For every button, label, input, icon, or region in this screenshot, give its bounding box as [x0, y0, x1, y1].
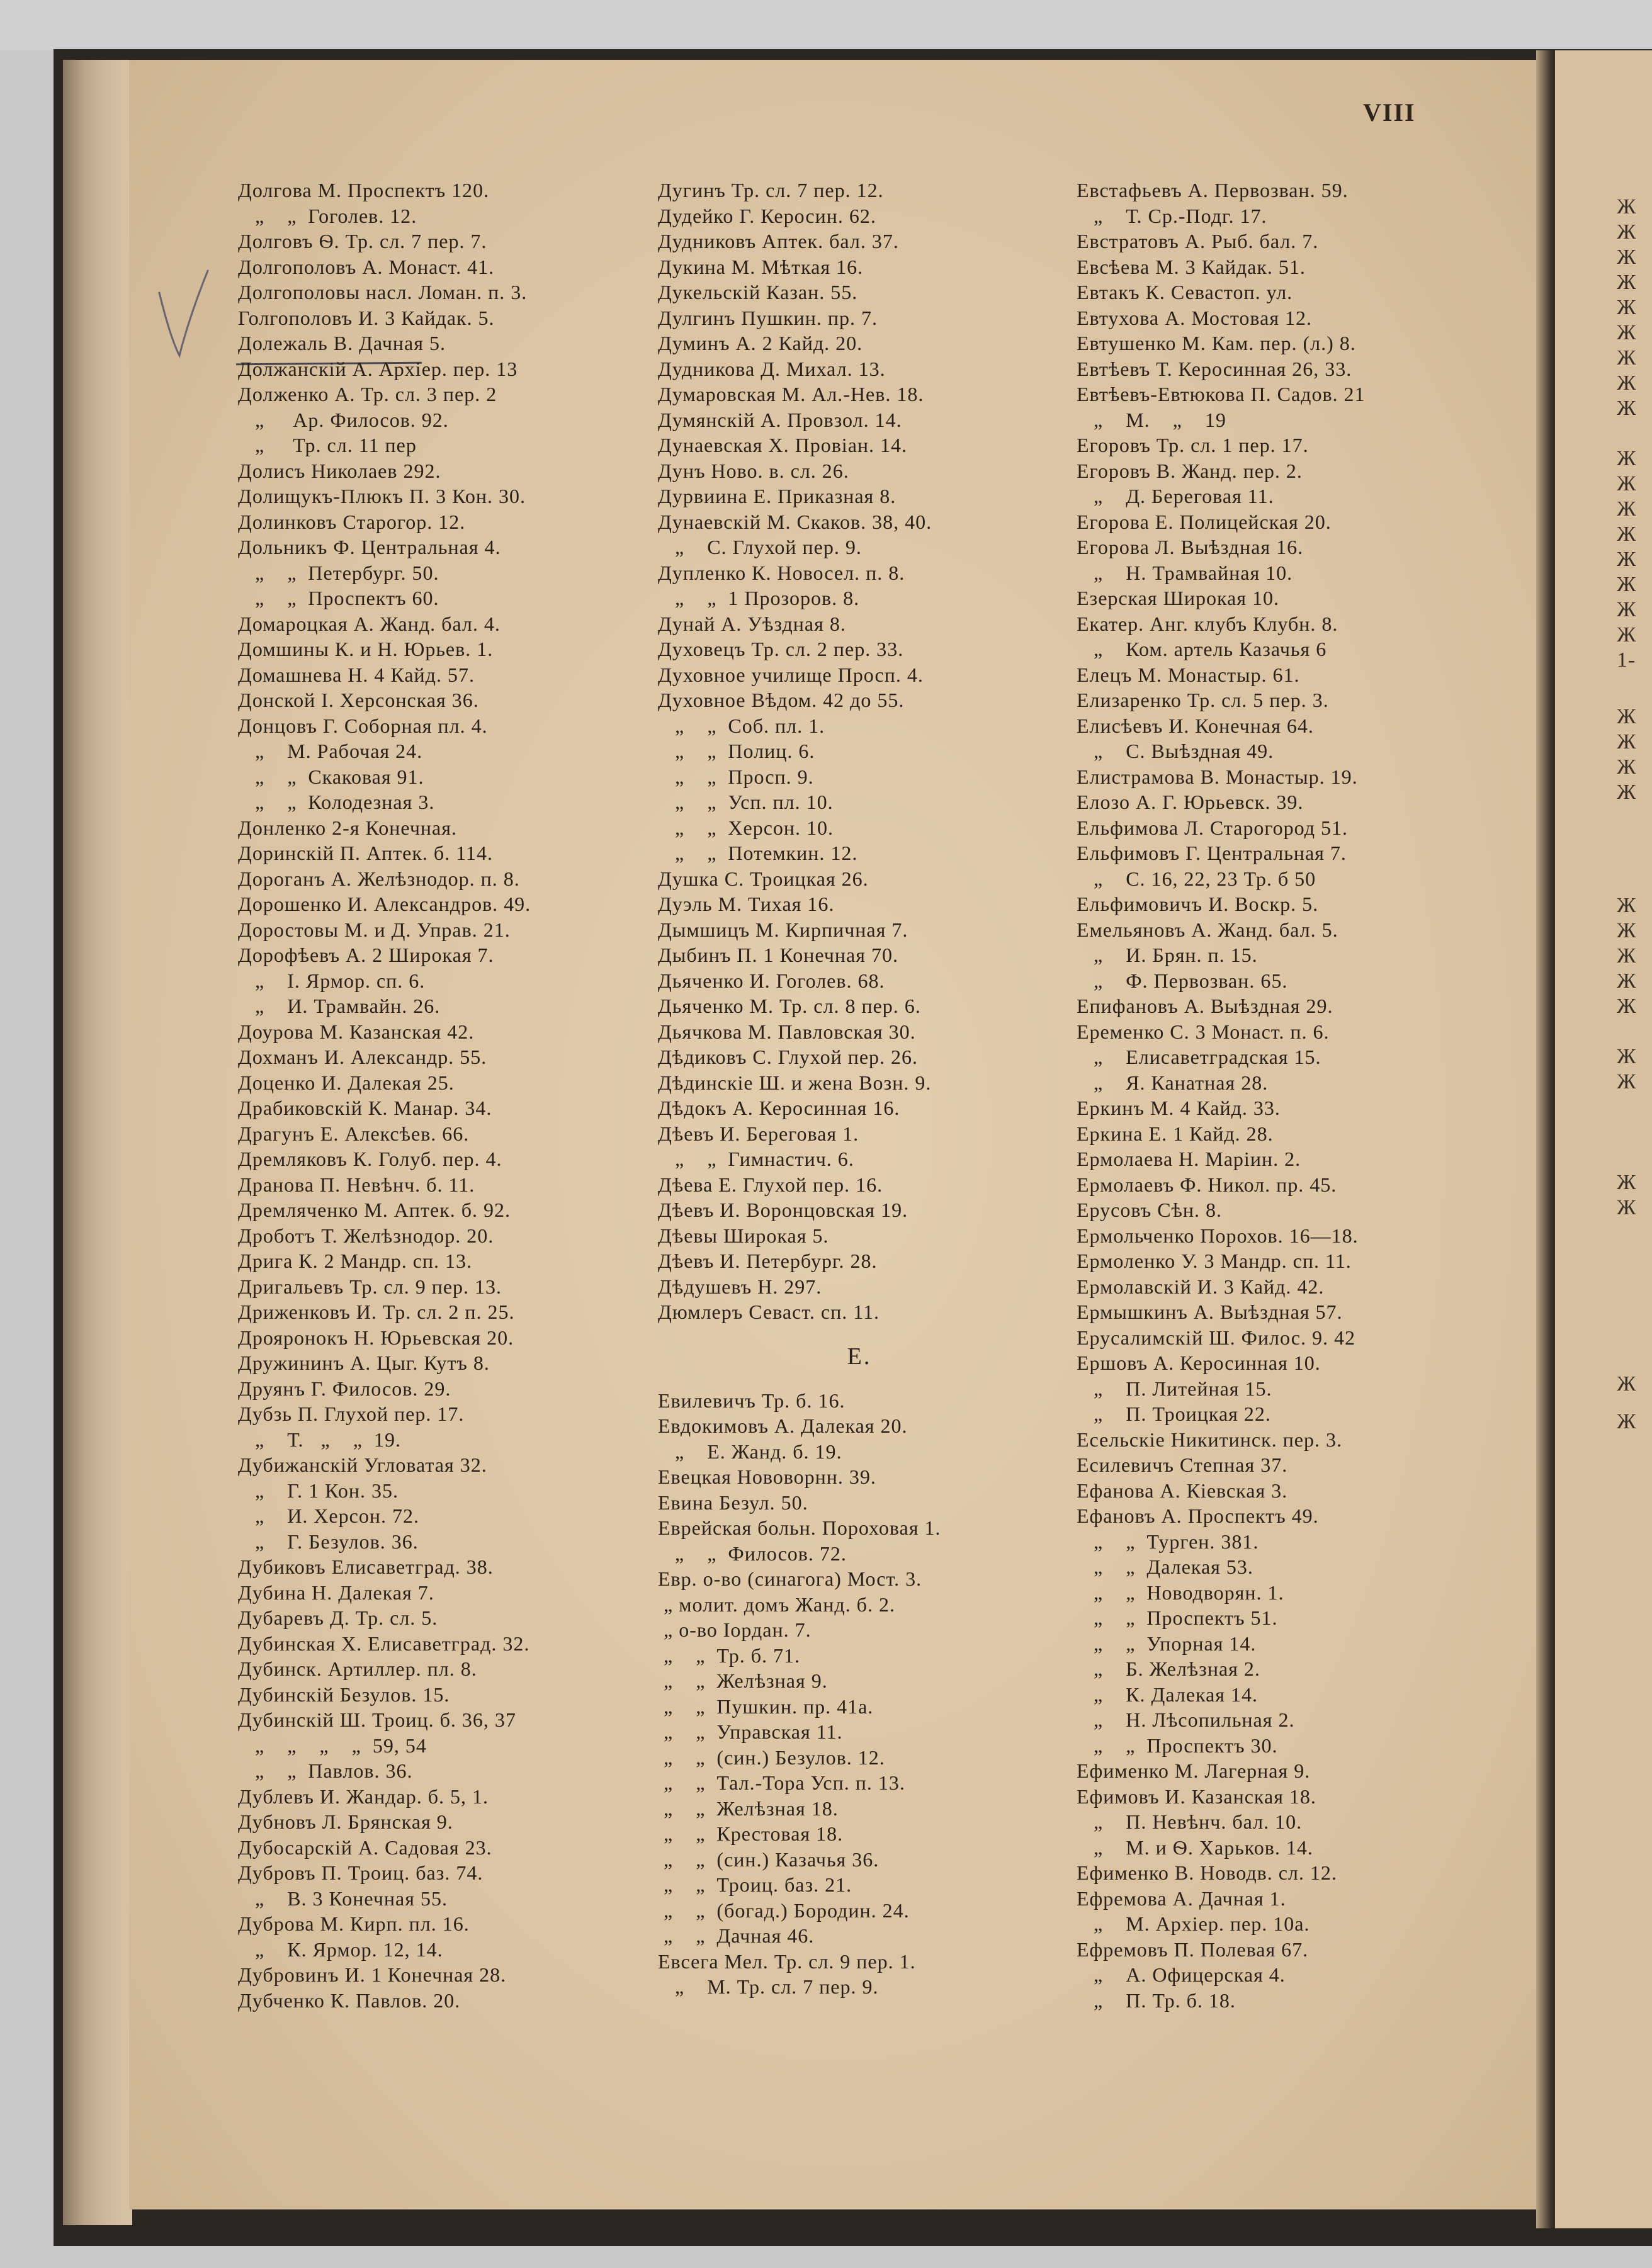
directory-entry: „ „ „ „ 59, 54 [238, 1734, 427, 1757]
directory-entry: „ И. Трамвайн. 26. [238, 995, 441, 1017]
directory-entry: Долгова М. Проспектъ 120. [238, 179, 490, 201]
directory-entry: „ о-во Іордан. 7. [658, 1618, 812, 1641]
page-number: VIII [1363, 98, 1416, 127]
directory-entry: Ефанова А. Кіевская 3. [1077, 1479, 1288, 1502]
directory-entry: Дымшицъ М. Кирпичная 7. [658, 918, 908, 941]
directory-entry: Елозо А. Г. Юрьевск. 39. [1077, 791, 1304, 813]
directory-entry: „ „ Петербург. 50. [238, 561, 439, 584]
directory-entry: Духовное Вѣдом. 42 до 55. [658, 689, 905, 711]
adjacent-page-fragment: Ж [1617, 1410, 1637, 1433]
directory-entry: „ Б. Желѣзная 2. [1077, 1657, 1260, 1680]
directory-entry: Ельфимовичъ И. Воскр. 5. [1077, 893, 1319, 915]
adjacent-page-fragment: Ж [1617, 755, 1637, 779]
directory-entry: Дублевъ И. Жандар. б. 5, 1. [238, 1785, 489, 1808]
directory-entry: Дохманъ И. Александр. 55. [238, 1046, 487, 1068]
directory-entry: Дьяченко М. Тр. сл. 8 пер. 6. [658, 995, 921, 1017]
directory-entry: Дѣевъ И. Воронцовская 19. [658, 1199, 908, 1221]
directory-entry: Дѣевы Широкая 5. [658, 1224, 829, 1247]
directory-entry: „ К. Ярмор. 12, 14. [238, 1938, 443, 1961]
directory-entry: Долисъ Николаев 292. [238, 459, 441, 482]
directory-entry: Долговъ Ѳ. Тр. сл. 7 пер. 7. [238, 230, 487, 252]
directory-entry: Долженко А. Тр. сл. 3 пер. 2 [238, 383, 497, 405]
directory-entry: „ „ Желѣзная 9. [658, 1669, 828, 1692]
directory-entry: Доурова М. Казанская 42. [238, 1020, 475, 1043]
directory-entry: „ „ Троиц. баз. 21. [658, 1873, 852, 1896]
adjacent-page-fragment: Ж [1617, 1196, 1637, 1219]
directory-entry: Дубинск. Артиллер. пл. 8. [238, 1657, 477, 1680]
directory-entry: Долищукъ-Плюкъ П. 3 Кон. 30. [238, 485, 526, 507]
directory-entry: Дудейко Г. Керосин. 62. [658, 204, 876, 227]
directory-entry: „ І. Ярмор. сп. 6. [238, 969, 426, 992]
directory-entry: Дуэль М. Тихая 16. [658, 893, 835, 915]
directory-entry: Должанскій А. Архіер. пер. 13 [238, 357, 518, 380]
directory-entry: „ П. Тр. б. 18. [1077, 1989, 1236, 2012]
directory-entry: Ерусовъ Сѣн. 8. [1077, 1199, 1223, 1221]
directory-entry: Дроботъ Т. Желѣзнодор. 20. [238, 1224, 494, 1247]
directory-entry: Еврейская больн. Пороховая 1. [658, 1516, 941, 1539]
directory-entry: Дѣдушевъ Н. 297. [658, 1275, 822, 1298]
directory-entry: Евсѣева М. 3 Кайдак. 51. [1077, 255, 1306, 278]
directory-entry: Ермольченко Порохов. 16—18. [1077, 1224, 1359, 1247]
directory-entry: „ „ (син.) Казачья 36. [658, 1848, 880, 1871]
adjacent-page-fragment: Ж [1617, 995, 1637, 1018]
directory-entry: Дремляковъ К. Голуб. пер. 4. [238, 1148, 502, 1170]
directory-entry: Дунаевская Х. Провіан. 14. [658, 434, 908, 456]
scan-background [0, 0, 1652, 50]
adjacent-page-fragment: Ж [1617, 705, 1637, 728]
directory-entry: Дригальевъ Тр. сл. 9 пер. 13. [238, 1275, 502, 1298]
directory-entry: Дукельскій Казан. 55. [658, 281, 858, 303]
directory-entry: „ Н. Лѣсопильная 2. [1077, 1708, 1295, 1731]
adjacent-page-fragment: Ж [1617, 522, 1637, 546]
directory-entry: Екатер. Анг. клубъ Клубн. 8. [1077, 612, 1338, 635]
directory-entry: Ермолавскій И. 3 Кайд. 42. [1077, 1275, 1325, 1298]
directory-entry: „ „ Проспектъ 30. [1077, 1734, 1278, 1757]
directory-entry: Ершовъ А. Керосинная 10. [1077, 1351, 1321, 1374]
directory-entry: Дунай А. Уѣздная 8. [658, 612, 846, 635]
directory-entry: Донленко 2-я Конечная. [238, 816, 457, 839]
directory-entry: Евтѣевъ-Евтюкова П. Садов. 21 [1077, 383, 1366, 405]
directory-entry: „ „ Тал.-Тора Усп. п. 13. [658, 1771, 905, 1794]
directory-entry: Душка С. Троицкая 26. [658, 867, 869, 890]
directory-entry: „ Ф. Первозван. 65. [1077, 969, 1288, 992]
directory-entry: Дубинская Х. Елисаветград. 32. [238, 1632, 530, 1655]
adjacent-page-fragment: Ж [1617, 1045, 1637, 1068]
adjacent-page-fragment: Ж [1617, 346, 1637, 370]
directory-entry: „ „ Соб. пл. 1. [658, 714, 825, 737]
directory-entry: Евецкая Нововорнн. 39. [658, 1465, 876, 1488]
directory-entry: Ельфимовъ Г. Центральная 7. [1077, 842, 1347, 864]
directory-entry: Епифановъ А. Выѣздная 29. [1077, 995, 1333, 1017]
directory-entry: Дубосарскій А. Садовая 23. [238, 1836, 492, 1859]
adjacent-page-fragment: Ж [1617, 1372, 1637, 1396]
section-letter: Е. [847, 1343, 872, 1370]
directory-entry: Евина Безул. 50. [658, 1491, 808, 1514]
directory-entry: Доценко И. Далекая 25. [238, 1071, 455, 1094]
directory-entry: Ельфимова Л. Старогород 51. [1077, 816, 1348, 839]
directory-entry: Донской І. Херсонская 36. [238, 689, 479, 711]
directory-entry: Дьяченко И. Гоголев. 68. [658, 969, 885, 992]
directory-entry: Евдокимовъ А. Далекая 20. [658, 1414, 908, 1437]
column-1 [238, 178, 641, 2013]
directory-entry: „ „ Потемкин. 12. [658, 842, 858, 864]
directory-entry: Ерусалимскій Ш. Филос. 9. 42 [1077, 1326, 1355, 1349]
directory-entry: Голгополовъ И. 3 Кайдак. 5. [238, 306, 495, 329]
adjacent-page-fragment: Ж [1617, 573, 1637, 596]
column-2 [658, 178, 1061, 2000]
directory-entry: Дурвиина Е. Приказная 8. [658, 485, 897, 507]
directory-entry: „ Ар. Филосов. 92. [238, 408, 449, 431]
directory-entry: „ „ Турген. 381. [1077, 1530, 1259, 1553]
adjacent-page-fragment: Ж [1617, 969, 1637, 993]
adjacent-page-fragment: 1- [1617, 648, 1636, 672]
directory-entry: Евр. о-во (синагога) Мост. 3. [658, 1567, 922, 1590]
directory-entry: „ „ 1 Прозоров. 8. [658, 587, 860, 609]
directory-entry: Доринскій П. Аптек. б. 114. [238, 842, 494, 864]
directory-entry: Дудниковъ Аптек. бал. 37. [658, 230, 899, 252]
directory-entry: Дѣевъ И. Петербург. 28. [658, 1250, 878, 1272]
adjacent-page-fragment: Ж [1617, 944, 1637, 968]
directory-entry: Дриженковъ И. Тр. сл. 2 п. 25. [238, 1300, 515, 1323]
directory-entry: „ М. и Ѳ. Харьков. 14. [1077, 1836, 1313, 1859]
directory-entry: Друянъ Г. Филосов. 29. [238, 1377, 451, 1400]
directory-entry: „ Тр. сл. 11 пер [238, 434, 417, 456]
directory-entry: Дубина Н. Далекая 7. [238, 1581, 434, 1604]
directory-entry: „ П. Троицкая 22. [1077, 1402, 1271, 1425]
directory-entry: „ Елисаветградская 15. [1077, 1046, 1321, 1068]
directory-entry: Егоровъ В. Жанд. пер. 2. [1077, 459, 1303, 482]
adjacent-page-fragment: Ж [1617, 623, 1637, 646]
adjacent-page-fragment: Ж [1617, 894, 1637, 917]
adjacent-page-fragment: Ж [1617, 321, 1637, 344]
directory-entry: Долгополовы насл. Ломан. п. 3. [238, 281, 528, 303]
directory-entry: Есилевичъ Степная 37. [1077, 1453, 1288, 1476]
directory-entry: Дьячкова М. Павловская 30. [658, 1020, 916, 1043]
directory-entry: „ „ Проспектъ 51. [1077, 1606, 1278, 1629]
directory-entry: Домашнева Н. 4 Кайд. 57. [238, 663, 475, 686]
directory-entry: „ „ Дачная 46. [658, 1924, 815, 1947]
directory-entry: Дукина М. Мѣткая 16. [658, 255, 864, 278]
directory-entry: Есельскіе Никитинск. пер. 3. [1077, 1428, 1342, 1451]
directory-entry: „ „ Управская 11. [658, 1720, 843, 1743]
directory-entry: Емельяновъ А. Жанд. бал. 5. [1077, 918, 1338, 941]
directory-entry: „ С. Глухой пер. 9. [658, 536, 862, 558]
directory-entry: Ермышкинъ А. Выѣздная 57. [1077, 1300, 1343, 1323]
directory-entry: „ Д. Береговая 11. [1077, 485, 1274, 507]
directory-entry: Духовное училище Просп. 4. [658, 663, 924, 686]
adjacent-page-fragment: Ж [1617, 296, 1637, 319]
directory-entry: Дорошенко И. Александров. 49. [238, 893, 531, 915]
directory-entry: „ А. Офицерская 4. [1077, 1963, 1286, 1986]
directory-entry: Драгунъ Е. Алексѣев. 66. [238, 1122, 470, 1145]
directory-entry: Дудникова Д. Михал. 13. [658, 357, 886, 380]
directory-entry: „ „ Филосов. 72. [658, 1542, 847, 1565]
directory-entry: „ „ Усп. пл. 10. [658, 791, 834, 813]
directory-entry: „ К. Далекая 14. [1077, 1683, 1259, 1706]
directory-entry: „ „ Гоголев. 12. [238, 204, 417, 227]
directory-entry: Евстратовъ А. Рыб. бал. 7. [1077, 230, 1319, 252]
directory-entry: Дранова П. Невѣнч. б. 11. [238, 1173, 475, 1196]
column-3 [1077, 178, 1479, 2013]
directory-entry: Дорофѣевъ А. 2 Широкая 7. [238, 944, 494, 966]
directory-entry: „ „ (син.) Безулов. 12. [658, 1746, 885, 1769]
adjacent-page-fragment: Ж [1617, 919, 1637, 942]
directory-entry: Еркинъ М. 4 Кайд. 33. [1077, 1097, 1281, 1119]
directory-entry: Ефремова А. Дачная 1. [1077, 1887, 1286, 1910]
directory-entry: Езерская Широкая 10. [1077, 587, 1279, 609]
directory-entry: „ „ Колодезная 3. [238, 791, 435, 813]
directory-entry: Егорова Е. Полицейская 20. [1077, 510, 1332, 533]
directory-entry: Ефановъ А. Проспектъ 49. [1077, 1504, 1319, 1527]
adjacent-page-fragment: Ж [1617, 1070, 1637, 1093]
directory-entry: Егорова Л. Выѣздная 16. [1077, 536, 1304, 558]
directory-entry: „ Ком. артель Казачья 6 [1077, 638, 1327, 660]
directory-entry: Дубинскій Ш. Троиц. б. 36, 37 [238, 1708, 516, 1731]
directory-entry: Елецъ М. Монастыр. 61. [1077, 663, 1300, 686]
directory-entry: Ермолаева Н. Маріин. 2. [1077, 1148, 1301, 1170]
directory-entry: „ „ Проспектъ 60. [238, 587, 439, 609]
directory-entry: „ В. 3 Конечная 55. [238, 1887, 448, 1910]
directory-entry: „ И. Херсон. 72. [238, 1504, 419, 1527]
directory-entry: „ „ Желѣзная 18. [658, 1797, 839, 1820]
directory-entry: Духовецъ Тр. сл. 2 пер. 33. [658, 638, 904, 660]
directory-entry: Долинковъ Старогор. 12. [238, 510, 466, 533]
adjacent-page-fragment: Ж [1617, 271, 1637, 294]
directory-entry: „ И. Брян. п. 15. [1077, 944, 1258, 966]
directory-entry: Дороганъ А. Желѣзнодор. п. 8. [238, 867, 520, 890]
directory-entry: Дунаевскій М. Скаков. 38, 40. [658, 510, 932, 533]
directory-entry: Дубновъ Л. Брянская 9. [238, 1810, 453, 1833]
directory-entry: „ „ Упорная 14. [1077, 1632, 1257, 1655]
directory-entry: Долежаль В. Дачная 5. [238, 332, 446, 354]
directory-entry: Дѣева Е. Глухой пер. 16. [658, 1173, 883, 1196]
directory-entry: Дулгинъ Пушкин. пр. 7. [658, 306, 878, 329]
directory-entry: Дупленко К. Новосел. п. 8. [658, 561, 905, 584]
directory-entry: Думаровская М. Ал.-Нев. 18. [658, 383, 924, 405]
directory-entry: Домшины К. и Н. Юрьев. 1. [238, 638, 494, 660]
adjacent-page-fragment: Ж [1617, 220, 1637, 244]
directory-entry: Егоровъ Тр. сл. 1 пер. 17. [1077, 434, 1309, 456]
directory-entry: „ „ Тр. б. 71. [658, 1644, 801, 1667]
directory-entry: Дубровинъ И. 1 Конечная 28. [238, 1963, 507, 1986]
directory-entry: „ М. „ 19 [1077, 408, 1226, 431]
directory-entry: Дрояронокъ Н. Юрьевская 20. [238, 1326, 514, 1349]
adjacent-page-fragment: Ж [1617, 472, 1637, 495]
adjacent-page-fragment: Ж [1617, 371, 1637, 395]
directory-entry: „ Е. Жанд. б. 19. [658, 1440, 842, 1463]
adjacent-page-fragment: Ж [1617, 598, 1637, 621]
directory-entry: „ „ Пушкин. пр. 41а. [658, 1695, 874, 1718]
directory-entry: Евтакъ К. Севастоп. ул. [1077, 281, 1293, 303]
directory-entry: Дубиковъ Елисаветград. 38. [238, 1555, 494, 1578]
directory-entry: Евтухова А. Мостовая 12. [1077, 306, 1313, 329]
directory-entry: „ М. Тр. сл. 7 пер. 9. [658, 1975, 879, 1998]
directory-entry: Дружининъ А. Цыг. Кутъ 8. [238, 1351, 490, 1374]
directory-entry: Дѣдинскіе Ш. и жена Возн. 9. [658, 1071, 932, 1094]
directory-entry: „ молит. домъ Жанд. б. 2. [658, 1593, 895, 1616]
directory-entry: „ „ Скаковая 91. [238, 765, 424, 788]
directory-entry: Ефимовъ И. Казанская 18. [1077, 1785, 1316, 1808]
directory-entry: Евсега Мел. Тр. сл. 9 пер. 1. [658, 1949, 916, 1973]
directory-entry: „ „ Полиц. 6. [658, 740, 815, 762]
directory-entry: Дубченко К. Павлов. 20. [238, 1989, 461, 2012]
directory-entry: Евтѣевъ Т. Керосинная 26, 33. [1077, 357, 1352, 380]
directory-entry: „ Г. Безулов. 36. [238, 1530, 419, 1553]
directory-entry: „ „ Просп. 9. [658, 765, 814, 788]
directory-entry: „ М. Рабочая 24. [238, 740, 423, 762]
directory-entry: „ Я. Канатная 28. [1077, 1071, 1269, 1094]
directory-entry: „ П. Литейная 15. [1077, 1377, 1272, 1400]
adjacent-page-fragment: Ж [1617, 1171, 1637, 1194]
directory-entry: Долгополовъ А. Монаст. 41. [238, 255, 495, 278]
directory-entry: Доростовы М. и Д. Управ. 21. [238, 918, 511, 941]
directory-entry: Дунъ Ново. в. сл. 26. [658, 459, 849, 482]
directory-entry: „ Т. „ „ 19. [238, 1428, 401, 1451]
directory-entry: Дубровъ П. Троиц. баз. 74. [238, 1861, 484, 1884]
adjacent-page [1555, 50, 1652, 2228]
adjacent-page-fragment: Ж [1617, 245, 1637, 269]
adjacent-page-fragment: Ж [1617, 781, 1637, 804]
directory-entry: Ермолаевъ Ф. Никол. пр. 45. [1077, 1173, 1337, 1196]
directory-entry: „ „ Павлов. 36. [238, 1759, 413, 1782]
directory-entry: „ Н. Трамвайная 10. [1077, 561, 1293, 584]
directory-entry: Дуброва М. Кирп. пл. 16. [238, 1912, 470, 1935]
directory-entry: Думянскій А. Провзол. 14. [658, 408, 902, 431]
directory-entry: „ П. Невѣнч. бал. 10. [1077, 1810, 1303, 1833]
adjacent-page-fragment: Ж [1617, 195, 1637, 218]
directory-entry: Евилевичъ Тр. б. 16. [658, 1389, 846, 1412]
directory-entry: Еременко С. 3 Монаст. п. 6. [1077, 1020, 1330, 1043]
directory-entry: Дубижанскій Угловатая 32. [238, 1453, 487, 1476]
directory-entry: Ермоленко У. 3 Мандр. сп. 11. [1077, 1250, 1352, 1272]
directory-entry: „ „ Новодворян. 1. [1077, 1581, 1284, 1604]
adjacent-page-fragment: Ж [1617, 548, 1637, 571]
directory-entry: „ Т. Ср.-Подг. 17. [1077, 204, 1267, 227]
directory-entry: Драбиковскій К. Манар. 34. [238, 1097, 492, 1119]
directory-entry: Ефименко В. Новодв. сл. 12. [1077, 1861, 1337, 1884]
directory-entry: Думинъ А. 2 Кайд. 20. [658, 332, 863, 354]
directory-entry: Дѣдокъ А. Керосинная 16. [658, 1097, 900, 1119]
directory-entry: Дремляченко М. Аптек. б. 92. [238, 1199, 511, 1221]
directory-entry: Дольникъ Ф. Центральная 4. [238, 536, 501, 558]
directory-entry: Ефремовъ П. Полевая 67. [1077, 1938, 1309, 1961]
directory-entry: Донцовъ Г. Соборная пл. 4. [238, 714, 488, 737]
adjacent-page-fragment: Ж [1617, 397, 1637, 420]
adjacent-page-fragment: Ж [1617, 497, 1637, 521]
directory-entry: „ „ Херсон. 10. [658, 816, 834, 839]
directory-entry: „ Г. 1 Кон. 35. [238, 1479, 399, 1502]
directory-entry: Еркина Е. 1 Кайд. 28. [1077, 1122, 1274, 1145]
directory-entry: „ С. Выѣздная 49. [1077, 740, 1274, 762]
directory-entry: Елисѣевъ И. Конечная 64. [1077, 714, 1314, 737]
directory-entry: „ „ Крестовая 18. [658, 1822, 844, 1845]
adjacent-page-fragment: Ж [1617, 447, 1637, 470]
directory-entry: Дубзь П. Глухой пер. 17. [238, 1402, 465, 1425]
directory-entry: Евтушенко М. Кам. пер. (л.) 8. [1077, 332, 1356, 354]
directory-entry: Дыбинъ П. 1 Конечная 70. [658, 944, 898, 966]
directory-entry: Дѣдиковъ С. Глухой пер. 26. [658, 1046, 919, 1068]
directory-entry: Евстафьевъ А. Первозван. 59. [1077, 179, 1349, 201]
page-stack-edge [63, 60, 132, 2225]
directory-entry: Елистрамова В. Монастыр. 19. [1077, 765, 1358, 788]
pencil-checkmark [154, 268, 211, 362]
directory-entry: „ С. 16, 22, 23 Тр. б 50 [1077, 867, 1316, 890]
directory-entry: „ М. Архіер. пер. 10а. [1077, 1912, 1310, 1935]
directory-entry: Елизаренко Тр. сл. 5 пер. 3. [1077, 689, 1329, 711]
directory-entry: „ „ Далекая 53. [1077, 1555, 1253, 1578]
directory-entry: Дюмлеръ Севаст. сп. 11. [658, 1300, 880, 1323]
directory-entry: „ „ Гимнастич. 6. [658, 1148, 854, 1170]
directory-entry: Дубаревъ Д. Тр. сл. 5. [238, 1606, 438, 1629]
directory-entry: Ефименко М. Лагерная 9. [1077, 1759, 1311, 1782]
directory-entry: Домароцкая А. Жанд. бал. 4. [238, 612, 501, 635]
directory-entry: Дугинъ Тр. сл. 7 пер. 12. [658, 179, 884, 201]
adjacent-page-fragment: Ж [1617, 730, 1637, 753]
directory-entry: Дубинскій Безулов. 15. [238, 1683, 450, 1706]
directory-entry: „ „ (богад.) Бородин. 24. [658, 1898, 910, 1922]
directory-entry: Дрига К. 2 Мандр. сп. 13. [238, 1250, 473, 1272]
directory-entry: Дѣевъ И. Береговая 1. [658, 1122, 859, 1145]
